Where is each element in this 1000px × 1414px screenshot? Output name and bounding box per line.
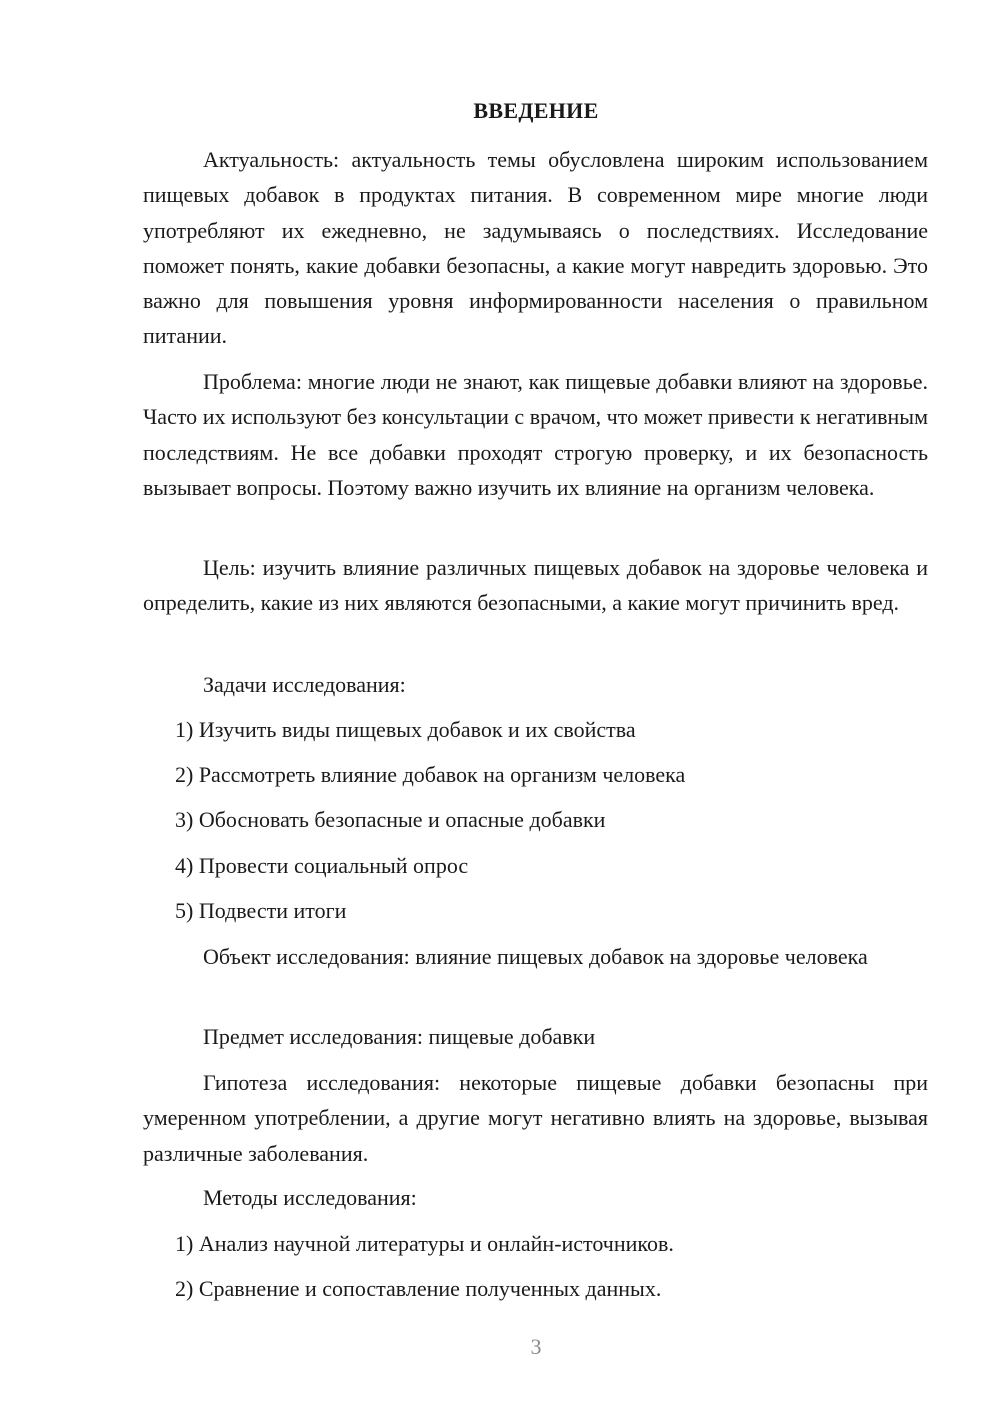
tasks-heading: Задачи исследования: xyxy=(203,672,406,697)
method-item: 1) Анализ научной литературы и онлайн-источников. xyxy=(175,1231,674,1256)
subject-paragraph: Предмет исследования: пищевые добавки xyxy=(203,1024,596,1049)
page-title: ВВЕДЕНИЕ xyxy=(473,98,599,123)
methods-heading: Методы исследования: xyxy=(203,1185,417,1210)
task-item: 5) Подвести итоги xyxy=(175,898,347,923)
goal-paragraph: Цель: изучить влияние различных пищевых добавок на здоровье человека и определить, какие из них являются безопасными, а какие могут причинить вред. xyxy=(143,555,928,616)
task-item: 1) Изучить виды пищевых добавок и их свойства xyxy=(175,717,636,742)
relevance-paragraph: Актуальность: актуальность темы обусловлена широким использованием пищевых добавок в продуктах питания. В современном мире многие люди употребляют их ежедневно, не задумываясь о последствиях. Исследование поможет понять, какие добавки безопасны, а какие могут навредить здоровью. Это важно для повышения уровня информированности населения о правильном питании. xyxy=(143,147,928,349)
task-item: 4) Провести социальный опрос xyxy=(175,853,469,878)
method-item: 2) Сравнение и сопоставление полученных данных. xyxy=(175,1276,662,1301)
page-number: 3 xyxy=(530,1334,542,1359)
problem-paragraph: Проблема: многие люди не знают, как пищевые добавки влияют на здоровье. Часто их используют без консультации с врачом, что может привести к негативным последствиям. Не все добавки проходят строгую проверку, и их безопасность вызывает вопросы. Поэтому важно изучить их влияние на организм человека. xyxy=(143,369,928,500)
task-item: 2) Рассмотреть влияние добавок на организм человека xyxy=(175,762,686,787)
task-item: 3) Обосновать безопасные и опасные добавки xyxy=(175,807,606,832)
object-paragraph: Объект исследования: влияние пищевых добавок на здоровье человека xyxy=(203,944,868,969)
hypothesis-paragraph: Гипотеза исследования: некоторые пищевые добавки безопасны при умеренном употреблении, а другие могут негативно влиять на здоровье, вызывая различные заболевания. xyxy=(143,1070,928,1166)
